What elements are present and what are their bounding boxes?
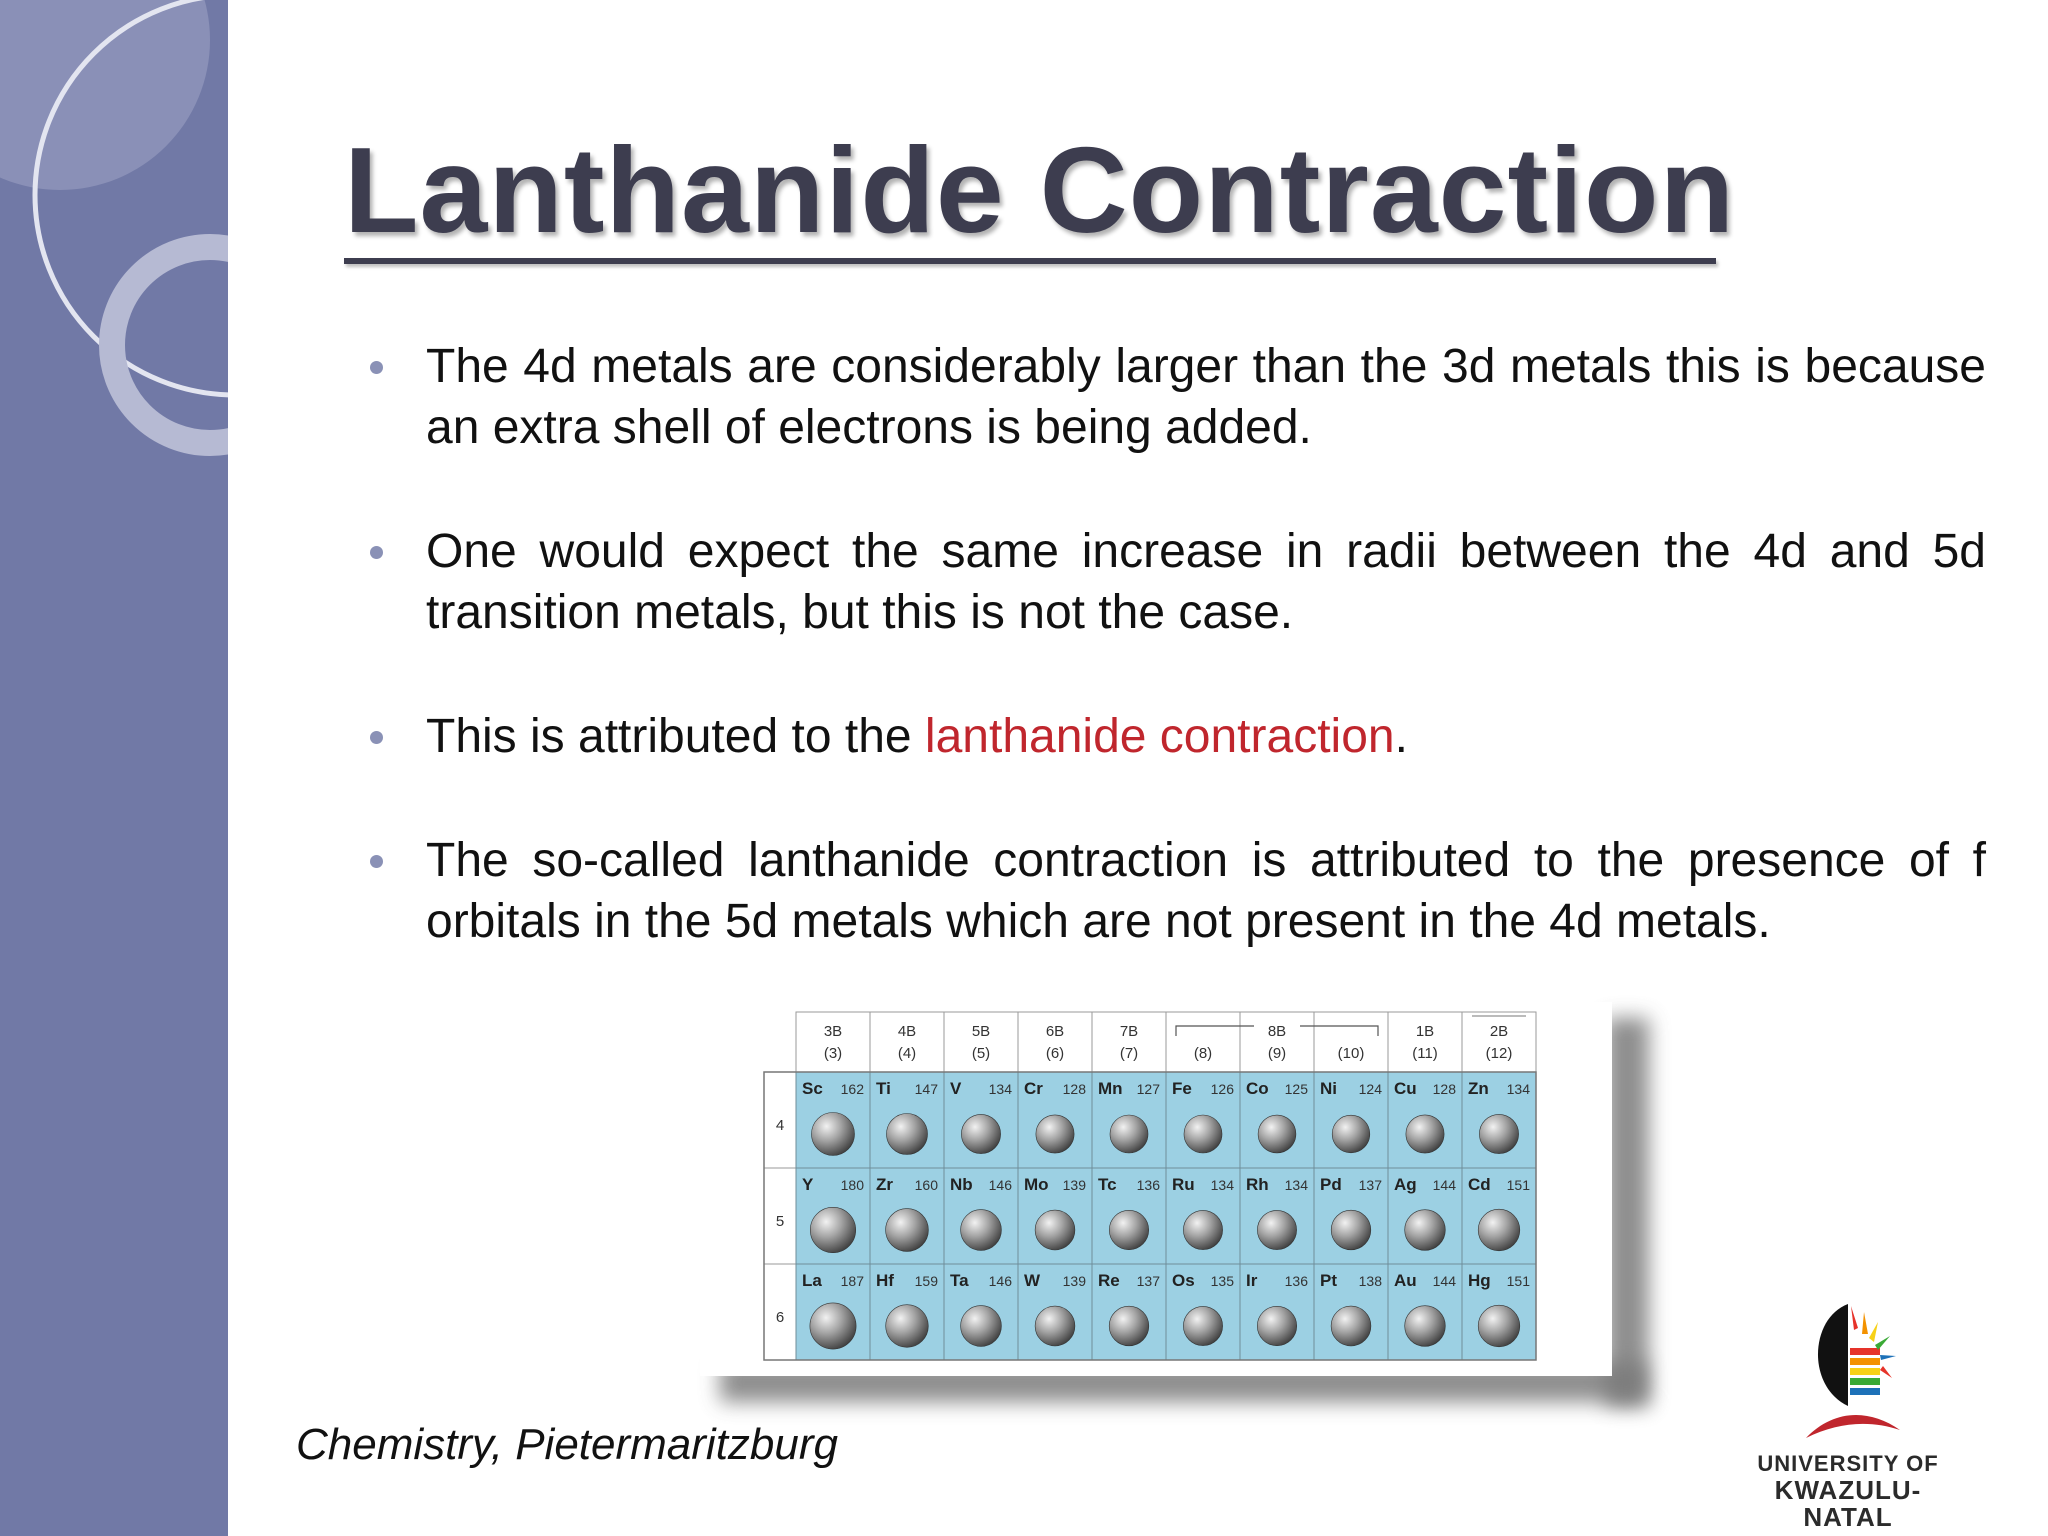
element-symbol: La xyxy=(802,1271,822,1290)
atomic-radius-value: 147 xyxy=(914,1081,938,1097)
atomic-radius-value: 144 xyxy=(1432,1273,1456,1289)
atomic-radius-value: 187 xyxy=(840,1273,864,1289)
atomic-radius-value: 137 xyxy=(1136,1273,1160,1289)
bullet-item xyxy=(362,830,1986,952)
atomic-radius-value: 159 xyxy=(914,1273,938,1289)
group-header-cell xyxy=(944,1012,1018,1072)
element-symbol: Ag xyxy=(1394,1175,1417,1194)
footer-text: Chemistry, Pietermaritzburg xyxy=(296,1420,838,1469)
atom-sphere-icon xyxy=(1109,1306,1149,1346)
element-symbol: Zn xyxy=(1468,1079,1489,1098)
element-symbol: Mn xyxy=(1098,1079,1123,1098)
atom-sphere-icon xyxy=(1332,1115,1370,1153)
atom-sphere-icon xyxy=(1258,1115,1296,1153)
bullet-dot-icon xyxy=(370,731,383,744)
atom-sphere-icon xyxy=(1036,1115,1074,1153)
group-number: (6) xyxy=(1045,1045,1065,1062)
group-header-cell xyxy=(1388,1012,1462,1072)
university-logo xyxy=(1738,1298,1958,1531)
bullet-dot-icon xyxy=(370,546,383,559)
group-header-cell xyxy=(1240,1012,1314,1072)
atom-sphere-icon xyxy=(1183,1210,1222,1249)
bullet-dot-icon xyxy=(370,855,383,868)
group-header-cell xyxy=(796,1012,870,1072)
atomic-radius-value: 146 xyxy=(988,1273,1012,1289)
atomic-radius-value: 151 xyxy=(1506,1273,1530,1289)
atom-sphere-icon xyxy=(1405,1210,1446,1251)
atomic-radius-value: 134 xyxy=(1284,1177,1308,1193)
decorative-rings xyxy=(0,0,228,1536)
element-symbol: V xyxy=(950,1079,962,1098)
atomic-radii-table xyxy=(700,1002,1612,1376)
element-symbol: Tc xyxy=(1098,1175,1117,1194)
atom-sphere-icon xyxy=(812,1113,855,1156)
group-header-cell xyxy=(1092,1012,1166,1072)
group-number: (12) xyxy=(1485,1045,1513,1062)
group-number: (8) xyxy=(1193,1045,1213,1062)
element-symbol: Co xyxy=(1246,1079,1269,1098)
atomic-radius-value: 144 xyxy=(1432,1177,1456,1193)
atom-sphere-icon xyxy=(1257,1306,1296,1345)
atom-sphere-icon xyxy=(1478,1305,1520,1347)
atom-sphere-icon xyxy=(810,1303,856,1349)
atom-sphere-icon xyxy=(810,1207,855,1252)
group-label: 2B xyxy=(1489,1023,1509,1040)
atom-sphere-icon xyxy=(1183,1306,1222,1345)
group-number: (11) xyxy=(1412,1045,1438,1062)
element-symbol: Ni xyxy=(1320,1079,1337,1098)
logo-line2: KWAZULU-NATAL xyxy=(1774,1475,1922,1532)
group-label: 6B xyxy=(1045,1023,1065,1040)
atomic-radius-value: 146 xyxy=(988,1177,1012,1193)
logo-line1: UNIVERSITY OF xyxy=(1757,1451,1939,1476)
element-symbol: Rh xyxy=(1246,1175,1269,1194)
group-number: (3) xyxy=(823,1045,843,1062)
decorative-sidebar xyxy=(0,0,228,1536)
element-symbol: Au xyxy=(1394,1271,1417,1290)
element-symbol: Hf xyxy=(876,1271,894,1290)
element-symbol: W xyxy=(1024,1271,1041,1290)
logo-wordmark xyxy=(1738,1450,1958,1531)
bullet-text: The 4d metals are considerably larger than the 3d metals this is because an extra shell of electrons is being added. xyxy=(426,340,1986,454)
group-label: 5B xyxy=(971,1023,991,1040)
group-header-cell xyxy=(1462,1012,1536,1072)
atomic-radius-value: 136 xyxy=(1136,1177,1160,1193)
group-label: 7B xyxy=(1119,1023,1139,1040)
atomic-radius-value: 125 xyxy=(1284,1081,1308,1097)
atomic-radius-value: 134 xyxy=(1210,1177,1234,1193)
element-symbol: Nb xyxy=(950,1175,973,1194)
group-label: 8B xyxy=(1267,1023,1287,1040)
bullet-text: The so-called lanthanide contraction is attributed to the presence of f orbitals in the 5d metals which are not present in the 4d metals. xyxy=(426,834,1986,948)
periodic-table-image xyxy=(700,1002,1660,1410)
atom-sphere-icon xyxy=(961,1306,1002,1347)
element-symbol: Cr xyxy=(1024,1079,1043,1098)
bullet-text: One would expect the same increase in radii between the 4d and 5d transition metals, but this is not the case. xyxy=(426,525,1986,639)
atomic-radius-value: 134 xyxy=(988,1081,1012,1097)
bullet-item xyxy=(362,336,1986,458)
atomic-radius-value: 127 xyxy=(1136,1081,1160,1097)
atomic-radius-value: 151 xyxy=(1506,1177,1530,1193)
bullet-text-before: This is attributed to the xyxy=(426,710,925,763)
element-symbol: Mo xyxy=(1024,1175,1049,1194)
atom-sphere-icon xyxy=(1110,1115,1148,1153)
atom-sphere-icon xyxy=(961,1210,1002,1251)
bullet-text-after: . xyxy=(1394,710,1408,763)
element-symbol: Cu xyxy=(1394,1079,1417,1098)
atom-sphere-icon xyxy=(1479,1114,1518,1153)
element-symbol: Ru xyxy=(1172,1175,1195,1194)
title-underline xyxy=(344,258,1716,264)
atomic-radius-value: 139 xyxy=(1062,1273,1086,1289)
period-label: 4 xyxy=(775,1117,785,1134)
atomic-radius-value: 137 xyxy=(1358,1177,1382,1193)
bullet-dot-icon xyxy=(370,361,383,374)
atom-sphere-icon xyxy=(1035,1306,1075,1346)
atomic-radius-value: 138 xyxy=(1358,1273,1382,1289)
group-header-cell xyxy=(870,1012,944,1072)
element-symbol: Cd xyxy=(1468,1175,1491,1194)
group-number: (10) xyxy=(1337,1045,1365,1062)
group-number: (5) xyxy=(971,1045,991,1062)
atom-sphere-icon xyxy=(1035,1210,1075,1250)
atom-sphere-icon xyxy=(886,1305,929,1348)
atom-sphere-icon xyxy=(1406,1115,1444,1153)
atomic-radius-value: 128 xyxy=(1062,1081,1086,1097)
group-number: (7) xyxy=(1119,1045,1139,1062)
atomic-radius-value: 162 xyxy=(840,1081,864,1097)
group-number: (4) xyxy=(897,1045,917,1062)
element-symbol: Ti xyxy=(876,1079,891,1098)
atom-sphere-icon xyxy=(1331,1306,1371,1346)
element-symbol: Os xyxy=(1172,1271,1195,1290)
atom-sphere-icon xyxy=(1478,1209,1520,1251)
group-header-cell xyxy=(1166,1012,1240,1072)
atomic-radius-value: 136 xyxy=(1284,1273,1308,1289)
element-symbol: Pd xyxy=(1320,1175,1342,1194)
atomic-radius-value: 139 xyxy=(1062,1177,1086,1193)
atomic-radius-value: 180 xyxy=(840,1177,864,1193)
atomic-radius-value: 134 xyxy=(1506,1081,1530,1097)
atom-sphere-icon xyxy=(1331,1210,1371,1250)
group-label: 3B xyxy=(823,1023,843,1040)
period-label: 5 xyxy=(775,1213,785,1230)
element-symbol: Ir xyxy=(1246,1271,1258,1290)
group-label: 1B xyxy=(1415,1023,1435,1040)
atom-sphere-icon xyxy=(1109,1210,1148,1249)
group-label: 4B xyxy=(897,1023,917,1040)
atomic-radius-value: 128 xyxy=(1432,1081,1456,1097)
atom-sphere-icon xyxy=(887,1114,928,1155)
period-label: 6 xyxy=(775,1309,785,1326)
element-symbol: Hg xyxy=(1468,1271,1491,1290)
bullet-item xyxy=(362,706,1986,767)
atom-sphere-icon xyxy=(1184,1115,1222,1153)
slide-title: Lanthanide Contraction xyxy=(344,122,1736,258)
bullet-item xyxy=(362,521,1986,643)
element-symbol: Ta xyxy=(950,1271,969,1290)
atomic-radius-value: 124 xyxy=(1358,1081,1382,1097)
ukzn-emblem-icon xyxy=(1788,1298,1908,1450)
highlighted-term: lanthanide contraction xyxy=(924,710,1395,763)
atom-sphere-icon xyxy=(1257,1210,1296,1249)
atomic-radius-value: 160 xyxy=(914,1177,938,1193)
atomic-radius-value: 135 xyxy=(1210,1273,1234,1289)
group-number: (9) xyxy=(1267,1045,1287,1062)
atom-sphere-icon xyxy=(1405,1306,1446,1347)
group-header-cell xyxy=(1314,1012,1388,1072)
atom-sphere-icon xyxy=(886,1209,929,1252)
element-symbol: Re xyxy=(1098,1271,1120,1290)
element-symbol: Pt xyxy=(1320,1271,1337,1290)
element-symbol: Fe xyxy=(1172,1079,1192,1098)
element-symbol: Y xyxy=(802,1175,814,1194)
element-symbol: Sc xyxy=(802,1079,823,1098)
atomic-radius-value: 126 xyxy=(1210,1081,1234,1097)
atom-sphere-icon xyxy=(961,1114,1000,1153)
element-symbol: Zr xyxy=(876,1175,893,1194)
bullet-list xyxy=(362,336,1986,1015)
group-header-cell xyxy=(1018,1012,1092,1072)
